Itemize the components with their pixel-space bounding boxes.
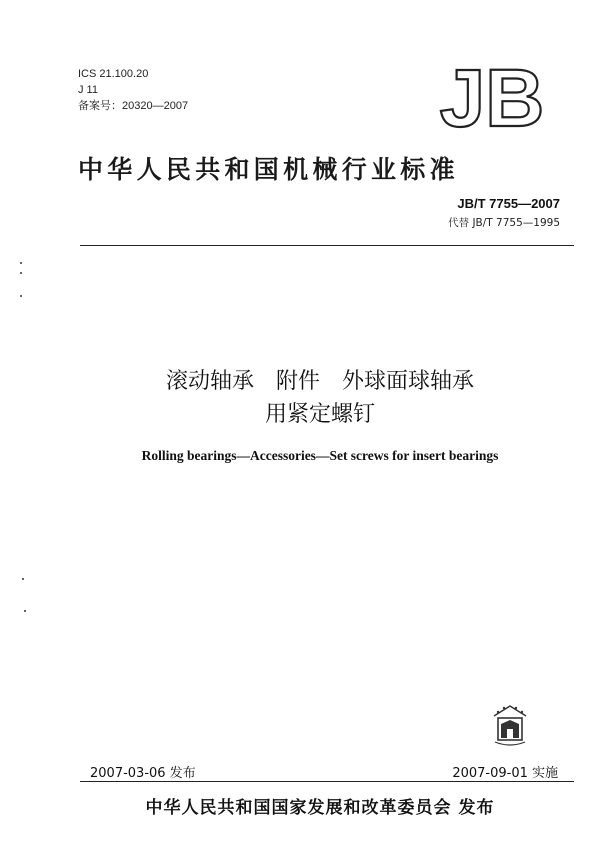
jb-logo <box>432 58 552 136</box>
organization-title: 中华人民共和国机械行业标准 <box>78 155 459 184</box>
title-cn-line1: 滚动轴承 附件 外球面球轴承 <box>165 369 474 394</box>
implementation-date: 2007-09-01 实施 <box>452 766 558 781</box>
replaces-standard: 代替 JB/T 7755—1995 <box>448 217 560 229</box>
footer-divider <box>80 781 574 782</box>
title-cn-line2: 用紧定螺钉 <box>264 402 375 427</box>
classification-block <box>78 66 188 114</box>
scan-dot <box>20 272 22 274</box>
scan-dot <box>24 610 26 612</box>
ics-code: ICS 21.100.20 <box>78 68 149 80</box>
scan-dot <box>20 295 22 297</box>
scan-dot <box>20 262 22 264</box>
standard-number: JB/T 7755—2007 <box>457 196 560 211</box>
issue-date: 2007-03-06 发布 <box>90 766 196 781</box>
jb-logo-text: JB <box>439 58 545 136</box>
filing-number: 备案号：20320—2007 <box>78 100 189 112</box>
header-divider <box>80 245 574 246</box>
scan-dot <box>22 578 24 580</box>
title-en: Rolling bearings—Accessories—Set screws for insert bearings <box>141 448 499 463</box>
class-code: J 11 <box>78 84 98 96</box>
publisher: 中华人民共和国国家发展和改革委员会 发布 <box>145 798 495 818</box>
publisher-seal-icon <box>490 702 530 748</box>
